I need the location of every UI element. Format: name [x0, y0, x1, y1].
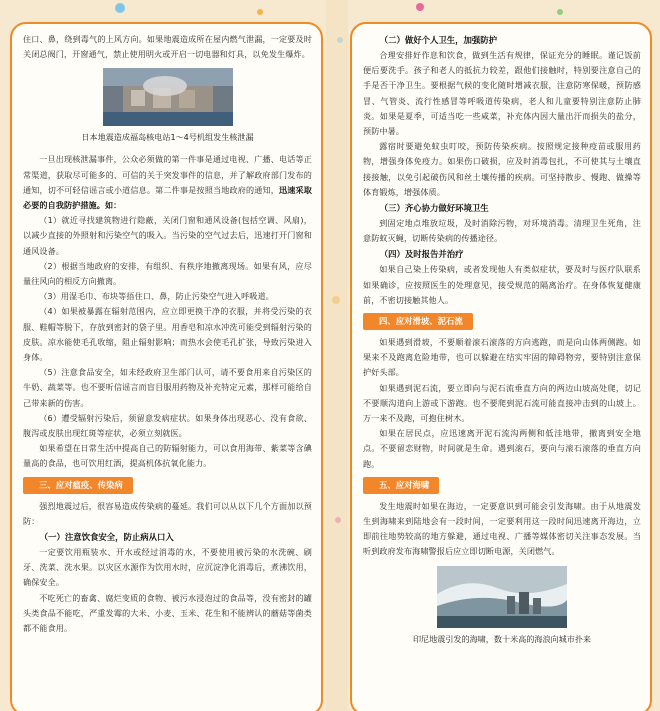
- left-panel: [10, 22, 323, 711]
- nuclear-item-2: （2）根据当地政府的安排，有组织、有秩序地撤离现场。如果有风，应尽量往风向的相反方向撤离。: [23, 260, 312, 287]
- right-panel: [350, 22, 652, 711]
- environment-paragraph: 到固定地点堆放垃圾，及时消除污物，对环境消毒。清理卫生死角，注意防蚊灭蝇，切断传染病的传播途径。: [363, 218, 641, 244]
- nuclear-item-6: （6）遭受辐射污染后，须留意发病症状。如果身体出现恶心、没有食欲、腹泻或皮肤出现红斑等症状，必须立刻就医。: [23, 412, 312, 439]
- report-paragraph: 如果自己染上传染病，或者发现他人有类似症状，要及时与医疗队联系如果确诊，应按照医生的处理意见，接受规范的隔离治疗。在身体恢复健康前，不密切接触其他人。: [363, 264, 641, 305]
- nuclear-item-1: （1）就近寻找建筑物进行隐蔽，关闭门窗和通风设备(包括空调、风扇)，以减少直接的外照射和污染空气的吸入。当污染的空气过去后，迅速打开门窗和通风设备。: [23, 215, 312, 256]
- nuclear-bold-text: 迅速采取必要的自我防护措施。如：: [23, 184, 313, 211]
- landslide-p3: 如果在居民点，应迅速离开泥石流沟两侧和低洼地带，撤离到安全地点。不要留恋财物，时间就是生命。遇到滚石，要向与滚石滚落的垂直方向跑。: [363, 428, 641, 469]
- hygiene-p1: 合理安排好作息和饮食，做到生活有规律，保证充分的睡眠。谨记饭前便后要洗手。孩子和老人的抵抗力较差，跟他们接触时，特别要注意自己的手是否干净卫生。要根据气候的变化随时增减衣服，注意防寒保暖，预防感冒、气管炎、流行性感冒等呼吸道传染病，老人和儿童要特别注意防止肺炎。如果是夏季，可适当吃一些咸菜，补充体内因大量出汗而损失的盐分，预防中暑。: [363, 50, 641, 137]
- hygiene-p2: 露宿时要避免蚊虫叮咬，预防传染疾病。按照规定接种疫苗或服用药物，增强身体免疫力。如果伤口破损，应及时消毒包扎，不可使其与土壤直接接触，以免引起破伤风和丝土壤传播的疾病。可坚持散步、慢跑、做操等体育锻炼，增强体质。: [363, 141, 641, 197]
- nuclear-text: 一旦出现核泄漏事件，公众必须做的第一件事是通过电视、广播、电话等正常渠道，获取尽可能多的、可信的关于突发事件的信息，并了解政府部门发布的通知，切不可轻信谣言或小道信息。第二件事是按照当地政府的通知，: [23, 154, 312, 195]
- environment-heading: （三）齐心协力做好环境卫生: [379, 203, 489, 214]
- nuclear-advice: 如果希望在日常生活中提高自己的防辐射能力，可以食用海带、紫菜等含碘量高的食品，也可饮用红酒，提高机体抗氧化能力。: [23, 443, 312, 469]
- section-5-heading: 五、应对海啸: [363, 477, 439, 494]
- nuclear-paragraph: [23, 152, 312, 213]
- section-3-sub1: （一）注意饮食安全，防止病从口入: [39, 532, 174, 543]
- fukushima-photo: [103, 68, 233, 126]
- tsunami-photo: [437, 566, 567, 628]
- photo1-caption: 日本地震造成福岛核电站1～4号机组发生核泄漏: [81, 132, 254, 143]
- report-heading: （四）及时报告并治疗: [379, 249, 464, 260]
- tsunami-paragraph: 发生地震时如果在海边，一定要意识到可能会引发海啸。由于从地震发生到海啸来到陆地会有一段时间，一定要利用这一段时间迅速离开海边，立即前往地势较高的地方躲避，通过电视、广播等媒体密切关注事态发展。当听到政府发布海啸警报后应立即切断电源，关闭燃气。: [363, 500, 641, 557]
- photo2-caption: 印尼地震引发的海啸，数十米高的海浪向城市扑来: [412, 633, 592, 644]
- section-3-intro: 强烈地震过后，很容易造成传染病的蔓延。我们可以从以下几个方面加以预防：: [23, 500, 312, 526]
- section-3-p2: 不吃死亡的畜禽、腐烂变质的食物、被污水浸泡过的食品等，没有密封的罐头类食品不能吃，严重发霉的大米、小麦、玉米、花生和不能辨认的蘑菇等菌类都不能食用。: [23, 592, 312, 634]
- section-3-p1: 一定要饮用瓶装水、开水或经过消毒的水，不要使用被污染的水洗碗、刷牙、洗菜、洗水果。以灾区水源作为饮用水时，应沉淀净化消毒后，煮沸饮用，确保安全。: [23, 547, 312, 588]
- nuclear-item-4: （4）如果被暴露在辐射范围内，应立即更换干净的衣服，并将受污染的衣服、鞋帽等脱下，存放到密封的袋子里。用香皂和凉水冲洗可能受到辐射污染的皮肤。凉水能使毛孔收缩，阻止辐射影响；而热水会使毛孔扩张，导致污染进入身体。: [23, 306, 312, 363]
- landslide-p1: 如果遇到滑坡，不要顺着滚石滚落的方向逃跑，而是向山体两侧跑。如果来不及跑离危险地带，也可以躲避在结实牢固的障碍物旁，要特别注意保护好头部。: [363, 337, 641, 378]
- nuclear-item-5: （5）注意食品安全，如未经政府卫生部门认可，请不要食用来自污染区的牛奶、蔬菜等。也不要听信谣言而盲目服用药物及补充特定元素，那样可能给自己带来新的伤害。: [23, 367, 312, 408]
- nuclear-item-3: （3）用湿毛巾、布块等捂住口、鼻，防止污染空气进入呼吸道。: [39, 291, 274, 302]
- intro-paragraph: 住口、鼻，绕到毒气的上风方向。如果地震造成所在屋内燃气泄漏，一定要及时关闭总阀门，开窗通气，禁止使用明火或开启一切电器和灯具，以免发生爆炸。: [23, 34, 312, 60]
- section-3-heading: 三、应对瘟疫、传染病: [23, 477, 133, 494]
- landslide-p2: 如果遇到泥石流，要立即向与泥石流垂直方向的两边山坡高处爬，切记不要顺沟道向上游或下游跑。也不要爬到泥石流可能直接冲击到的山坡上。万一来不及跑，可抱住树木。: [363, 382, 641, 424]
- hygiene-heading: （二）做好个人卫生，加强防护: [379, 35, 498, 45]
- section-4-heading: 四、应对滑坡、泥石流: [363, 313, 473, 330]
